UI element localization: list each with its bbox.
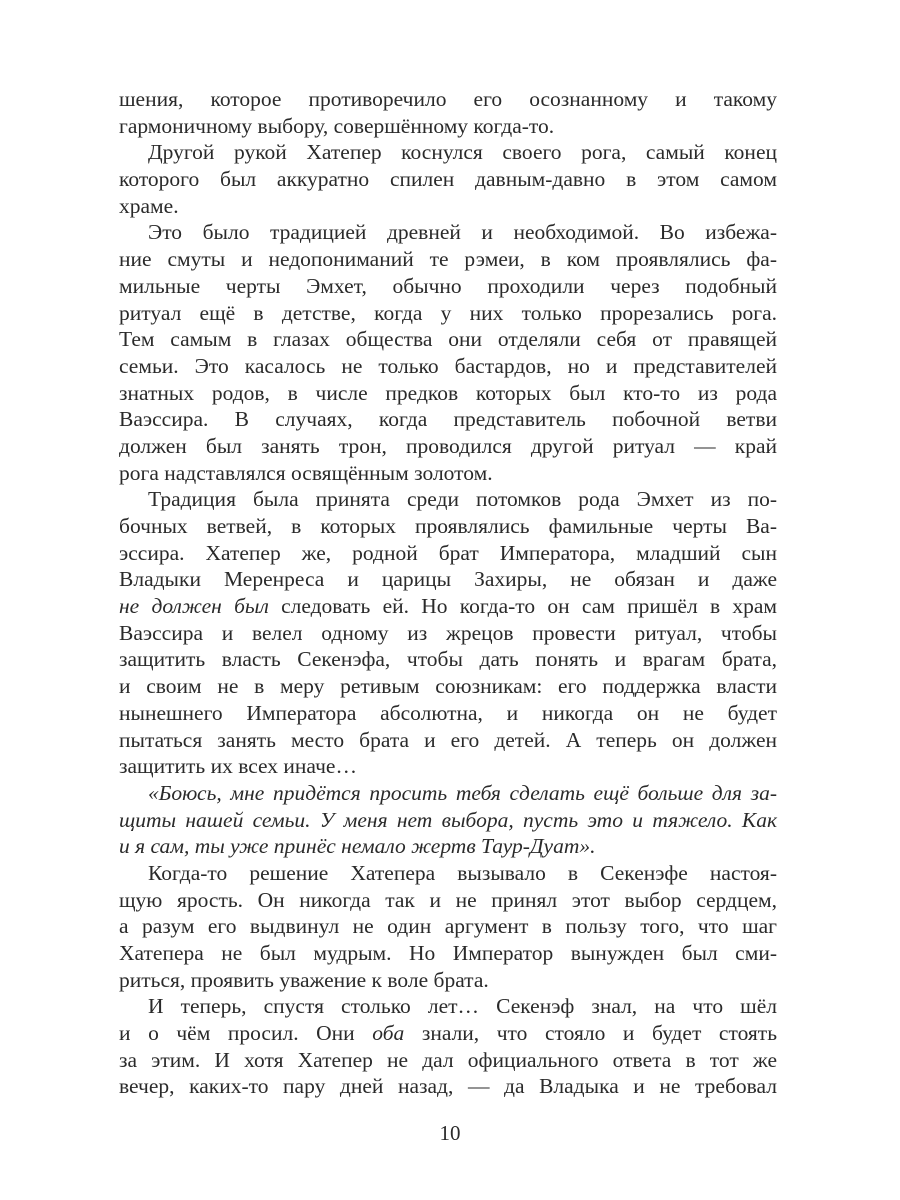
text-segment: эссира. Хатепер же, родной брат Императора, младший сын — [119, 540, 777, 565]
text-segment: Тем самым в глазах общества они отделяли себя от правящей — [119, 327, 777, 352]
text-segment: И теперь, спустя столько лет… Секенэф знал, на что шёл — [148, 994, 777, 1019]
text-segment: знатных родов, в числе предков которых был кто-то из рода — [119, 380, 777, 405]
text-segment: семьи. Это касалось не только бастардов, но и представителей — [119, 353, 777, 378]
text-line — [119, 353, 777, 380]
text-segment: которого был аккуратно спилен давным-давно в этом самом — [119, 167, 777, 192]
text-segment: должен был занять трон, проводился другой ритуал — край — [119, 433, 777, 458]
text-line — [119, 620, 777, 647]
italic-text: щиты нашей семьи. У меня нет выбора, пусть это и тяжело. Как — [119, 807, 777, 832]
body-text — [119, 86, 777, 1100]
text-segment: бочных ветвей, в которых проявлялись фамильные черты Ва- — [119, 514, 777, 538]
text-segment: мильные черты Эмхет, обычно проходили через подобный — [119, 273, 777, 298]
text-line — [119, 673, 777, 700]
text-line — [119, 887, 777, 914]
text-line — [119, 540, 777, 567]
text-segment: Это было традицией древней и необходимой. Во избежа- — [148, 220, 777, 245]
text-segment: а разум его выдвинул не один аргумент в пользу того, что шаг — [119, 914, 777, 939]
text-segment: следовать ей. Но когда-то он сам пришёл в храм — [268, 594, 777, 619]
text-segment: защитить власть Секенэфа, чтобы дать понять и врагам брата, — [119, 647, 777, 672]
text-segment: пытаться занять место брата и его детей. А теперь он должен — [119, 727, 777, 752]
text-line — [119, 193, 777, 220]
text-line — [119, 486, 777, 513]
text-segment: рога надставлялся освящённым золотом. — [119, 460, 493, 485]
text-segment: шения, которое противоречило его осознанному и такому — [119, 87, 777, 111]
text-line — [119, 967, 777, 994]
page-number: 10 — [439, 1121, 461, 1145]
text-segment: гармоничному выбору, совершённому когда-то. — [119, 113, 555, 138]
text-segment: знали, что стояло и будет стоять — [404, 1021, 777, 1046]
text-segment: Владыки Меренреса и царицы Захиры, не обязан и даже — [119, 567, 777, 592]
text-segment: нынешнего Императора абсолютна, и никогда он не будет — [119, 700, 777, 725]
text-line — [119, 727, 777, 754]
text-segment: храме. — [119, 193, 179, 218]
text-segment: щую ярость. Он никогда так и не принял этот выбор сердцем, — [119, 887, 777, 912]
text-line — [119, 940, 777, 967]
text-line — [119, 86, 777, 113]
text-line — [119, 1047, 777, 1074]
text-segment: ние смуты и недопониманий те рэмеи, в ком проявлялись фа- — [119, 247, 777, 272]
text-segment: Хатепера не был мудрым. Но Император вынужден был сми- — [119, 941, 777, 965]
text-line — [119, 700, 777, 727]
italic-text: не должен был — [119, 594, 269, 619]
text-line — [119, 646, 777, 673]
text-line — [119, 433, 777, 460]
italic-text: и я сам, ты уже принёс немало жертв Таур-Дуат». — [119, 834, 596, 859]
text-segment: ритуал ещё в детстве, когда у них только прорезались рога. — [119, 300, 777, 325]
text-line — [119, 566, 777, 593]
text-line — [119, 993, 777, 1020]
text-line — [119, 326, 777, 353]
text-line — [119, 780, 777, 807]
text-line — [119, 219, 777, 246]
text-line — [119, 913, 777, 940]
text-line — [119, 246, 777, 273]
text-line — [119, 166, 777, 193]
text-segment: Когда-то решение Хатепера вызывало в Секенэфе настоя- — [148, 860, 777, 885]
text-segment: и своим не в меру ретивым союзникам: его поддержка власти — [119, 674, 777, 699]
text-segment: защитить их всех иначе… — [119, 754, 357, 779]
italic-text: «Боюсь, мне придётся просить тебя сделать ещё больше для за- — [148, 780, 777, 805]
text-line — [119, 460, 777, 487]
text-line — [119, 860, 777, 887]
text-line — [119, 753, 777, 780]
italic-text: оба — [372, 1021, 405, 1046]
text-line — [119, 380, 777, 407]
text-segment: Ваэссира и велел одному из жрецов провести ритуал, чтобы — [119, 620, 777, 645]
text-segment: Традиция была принята среди потомков рода Эмхет из по- — [148, 487, 777, 512]
text-segment: Ваэссира. В случаях, когда представитель побочной ветви — [119, 407, 777, 432]
text-line — [119, 513, 777, 540]
text-line — [119, 139, 777, 166]
text-line — [119, 300, 777, 327]
text-segment: вечер, каких-то пару дней назад, — да Владыка и не требовал — [119, 1074, 777, 1099]
text-segment: риться, проявить уважение к воле брата. — [119, 967, 489, 992]
text-line — [119, 833, 777, 860]
text-line — [119, 406, 777, 433]
text-segment: Другой рукой Хатепер коснулся своего рога, самый конец — [148, 140, 777, 165]
text-segment: и о чём просил. Они — [119, 1021, 373, 1046]
text-line — [119, 807, 777, 834]
text-line — [119, 593, 777, 620]
text-line — [119, 1020, 777, 1047]
text-line — [119, 113, 777, 140]
text-line — [119, 1073, 777, 1100]
text-line — [119, 273, 777, 300]
text-segment: за этим. И хотя Хатепер не дал официального ответа в тот же — [119, 1047, 777, 1072]
